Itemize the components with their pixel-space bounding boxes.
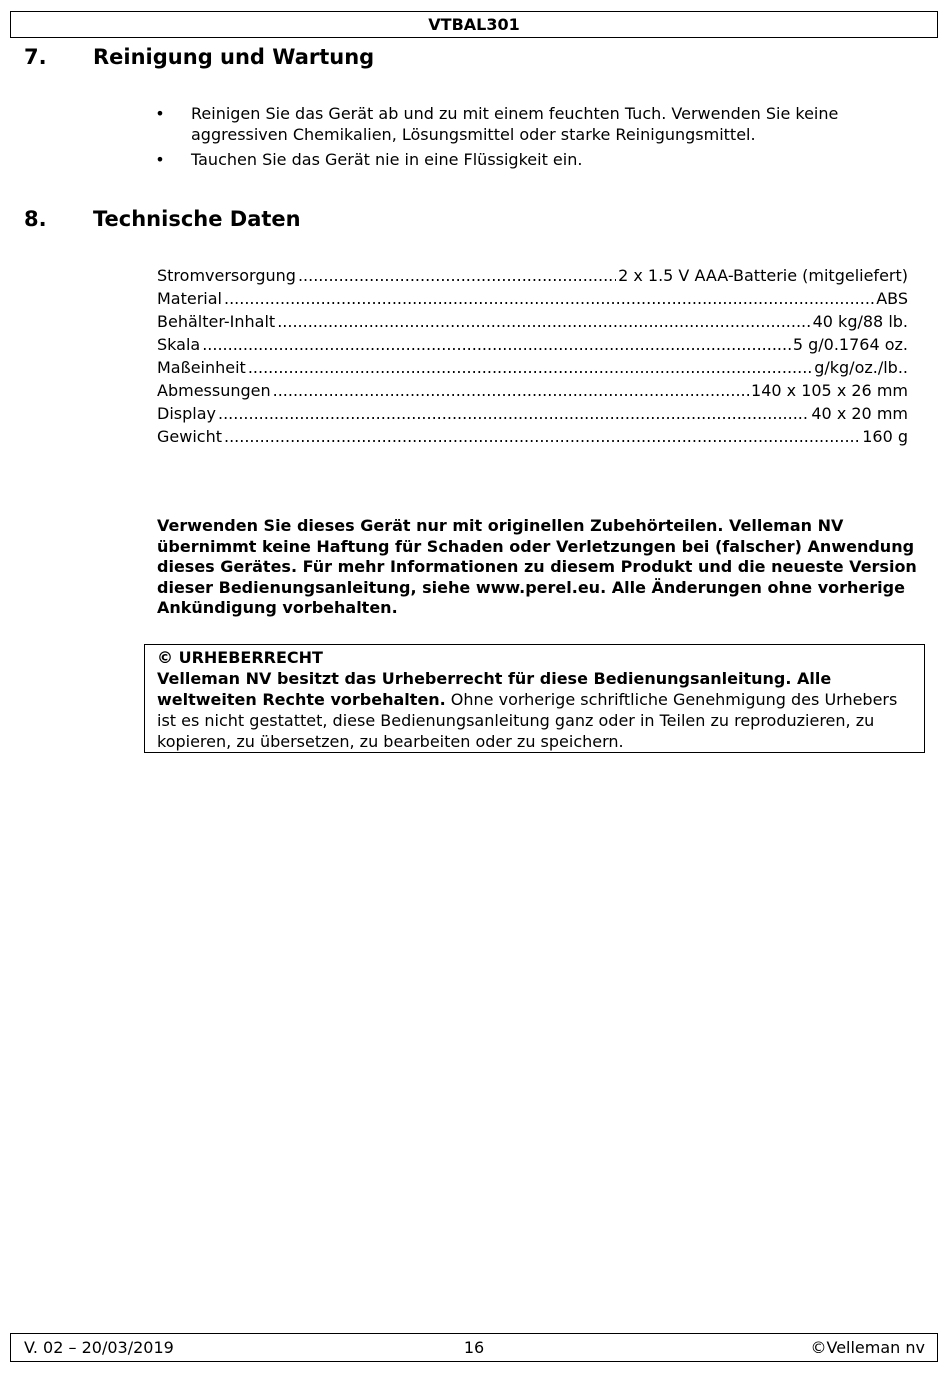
spec-value: ABS: [876, 289, 908, 308]
spec-label: Abmessungen: [157, 381, 271, 400]
dot-leader: [224, 287, 874, 310]
spec-row-material: [157, 287, 908, 310]
bullet-text: Reinigen Sie das Gerät ab und zu mit einem feuchten Tuch. Verwenden Sie keine aggressiven Chemikalien, Lösungsmittel oder starke Reinigungsmittel.: [191, 104, 839, 144]
copyright-title: © URHEBERRECHT: [157, 648, 323, 667]
spec-row-weight: [157, 425, 908, 448]
dot-leader: [224, 425, 860, 448]
dot-leader: [202, 333, 791, 356]
version-date: V. 02 – 20/03/2019: [24, 1338, 174, 1357]
spec-row-unit: [157, 356, 908, 379]
spec-label: Maßeinheit: [157, 358, 246, 377]
section-8-number: 8.: [24, 207, 47, 231]
spec-label: Skala: [157, 335, 201, 354]
model-number: VTBAL301: [428, 15, 520, 34]
spec-row-dimensions: [157, 379, 908, 402]
copyright-text: Ohne vorherige schriftliche Genehmigung des Urhebers ist es nicht gestattet, diese Bedienungsanleitung ganz oder in Teilen zu reproduzieren, zu kopieren, zu übersetzen, zu bearbeiten oder zu speichern.: [157, 690, 898, 751]
spec-row-scale: [157, 333, 908, 356]
spec-row-capacity: [157, 310, 908, 333]
company-copyright: ©Velleman nv: [810, 1338, 925, 1357]
section-7-title: Reinigung und Wartung: [93, 45, 375, 69]
spec-value: 40 kg/88 lb.: [812, 312, 908, 331]
spec-label: Behälter-Inhalt: [157, 312, 276, 331]
dot-leader: [298, 264, 616, 287]
list-item: [155, 149, 915, 170]
spec-row-display: [157, 402, 908, 425]
spec-value: 140 x 105 x 26 mm: [751, 381, 908, 400]
dot-leader: [248, 356, 812, 379]
cleaning-bullet-list: [155, 103, 915, 174]
spec-value: 5 g/0.1764 oz.: [792, 335, 908, 354]
copyright-box: [144, 644, 925, 753]
spec-label: Material: [157, 289, 222, 308]
section-8-title: Technische Daten: [93, 207, 301, 231]
spec-row-power-supply: [157, 264, 908, 287]
dot-leader: [273, 379, 749, 402]
dot-leader: [277, 310, 810, 333]
dot-leader: [218, 402, 809, 425]
bullet-icon: •: [155, 104, 165, 123]
spec-value: 160 g: [862, 427, 908, 446]
spec-value: 2 x 1.5 V AAA-Batterie (mitgeliefert): [618, 266, 908, 285]
bullet-text: Tauchen Sie das Gerät nie in eine Flüssigkeit ein.: [191, 150, 583, 169]
spec-label: Gewicht: [157, 427, 222, 446]
spec-value: 40 x 20 mm: [811, 404, 908, 423]
spec-label: Stromversorgung: [157, 266, 296, 285]
copyright-body: [157, 668, 912, 752]
technical-specs-list: [157, 264, 908, 448]
bullet-icon: •: [155, 150, 165, 169]
section-7-heading: [24, 45, 374, 69]
page-footer: [10, 1333, 938, 1362]
usage-notice: Verwenden Sie dieses Gerät nur mit originellen Zubehörteilen. Velleman NV übernimmt keine Haftung für Schaden oder Verletzungen bei (falscher) Anwendung dieses Gerätes. Für mehr Informationen zu diesem Produkt und die neueste Version dieser Bedienungsanleitung, siehe www.perel.eu. Alle Änderungen ohne vorherige Ankündigung vorbehalten.: [157, 516, 917, 617]
section-7-number: 7.: [24, 45, 47, 69]
copyright-bold-text: Velleman NV besitzt das Urheberrecht für diese Bedienungsanleitung. Alle weltweiten Rechte vorbehalten.: [157, 669, 832, 709]
section-8-heading: [24, 207, 301, 231]
page-number: 16: [463, 1338, 485, 1357]
list-item: [155, 103, 915, 145]
spec-value: g/kg/oz./lb..: [814, 358, 908, 377]
page-header: [10, 11, 938, 38]
spec-label: Display: [157, 404, 216, 423]
